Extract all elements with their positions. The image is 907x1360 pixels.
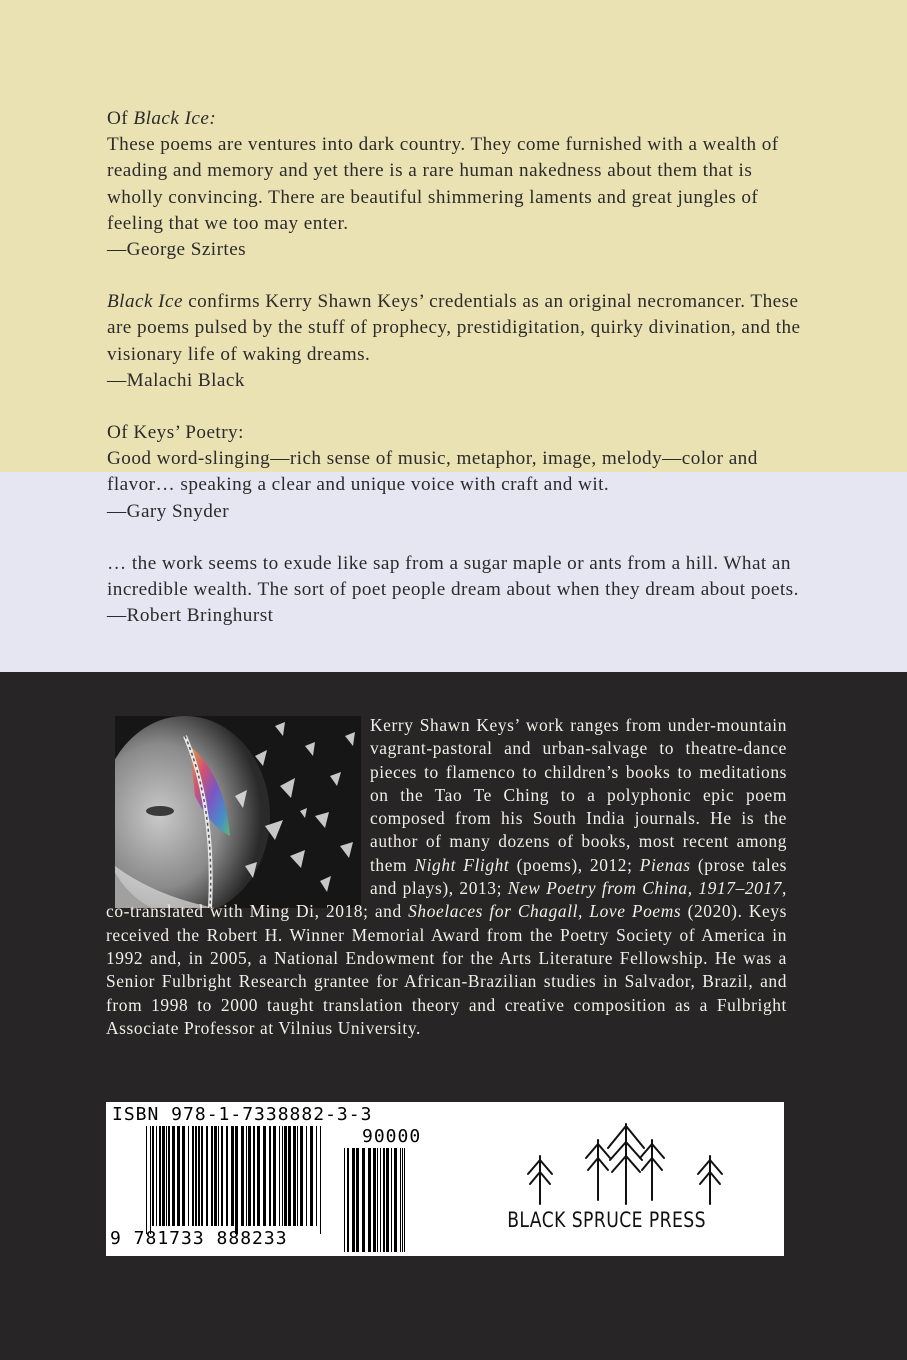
barcode-bar <box>146 1126 147 1234</box>
barcode-bar <box>269 1126 271 1226</box>
blurb-quote: These poems are ventures into dark country. They come furnished with a wealth of reading and memory and yet there is a rare human nakedness about them that is wholly convincing. There are beautiful shimmering laments and great jungles of feeling that we too may enter. <box>107 134 779 234</box>
blurb-intro: Of Black Ice: <box>107 108 217 129</box>
barcode-bar <box>263 1126 266 1226</box>
barcode-bar <box>306 1126 307 1226</box>
barcode-bar <box>221 1126 223 1226</box>
book-title: Shoelaces for Chagall, Love Poems <box>408 901 682 922</box>
barcode-bar <box>172 1126 175 1226</box>
barcode-bar <box>231 1126 234 1226</box>
barcode-bar <box>182 1126 185 1226</box>
book-title: Black Ice <box>107 291 183 313</box>
barcode-bar <box>188 1126 189 1226</box>
barcode-bar <box>248 1126 251 1226</box>
blurb-szirtes <box>107 106 807 263</box>
barcode-bar <box>253 1126 255 1226</box>
barcode-bar <box>400 1148 401 1252</box>
blurb-intro: Of Keys’ Poetry: <box>107 422 244 444</box>
barcode-bar <box>356 1148 359 1252</box>
author-biography: Kerry Shawn Keys’ work ranges from under-mountain vagrant-pastoral and urban-salvage to theatre-dance pieces to flamenco to children’s books to meditations on the Tao Te Ching to a polyphonic epic poem composed from his South India journals. He is the author of many dozens of books, most recent among them Night Flight (poems), 2012; Pienas (prose tales and plays), 2013; New Poetry from China, 1917–2017, co-translated with Ming Di, 2018; and Shoelaces for Chagall, Love Poems (2020). Keys received the Robert H. Winner Memorial Award from the Poetry Society of America in 1992 and, in 2005, a National Endowment for the Arts Literature Fellowship. He was a Senior Fulbright Research grantee for African-Brazilian studies in Salvador, Brazil, and from 1998 to 2000 taught translation theory and creative composition as a Fulbright Associate Professor at Vilnius University. <box>106 715 788 1038</box>
book-title: New Poetry from China, 1917–2017 <box>507 878 783 899</box>
barcode-bar <box>394 1148 397 1252</box>
barcode-bar <box>383 1148 385 1252</box>
barcode-bar <box>150 1126 151 1234</box>
barcode-bar <box>362 1148 365 1252</box>
barcode-addon-bars <box>344 1148 406 1252</box>
barcode-bar <box>344 1148 345 1252</box>
barcode-bar <box>246 1126 247 1226</box>
praise-blurbs <box>107 106 807 655</box>
barcode-bar <box>156 1126 157 1226</box>
blurb-attribution: —George Szirtes <box>107 239 247 261</box>
barcode-bar <box>211 1126 213 1226</box>
barcode-bar <box>162 1126 165 1226</box>
barcode-bar <box>352 1148 355 1252</box>
blurb-snyder <box>107 420 807 525</box>
barcode-bar <box>282 1126 283 1226</box>
ean-number: 9 781733 888233 <box>110 1228 288 1249</box>
barcode-bar <box>201 1126 203 1226</box>
barcode-bar <box>273 1126 276 1226</box>
barcode-bar <box>166 1126 167 1226</box>
blurb-attribution: —Gary Snyder <box>107 500 230 522</box>
barcode-bar <box>377 1148 378 1252</box>
book-title: Black Ice: <box>133 108 217 129</box>
book-title: Pienas <box>639 854 691 875</box>
barcode-bar <box>293 1126 296 1226</box>
photo-wrap-spacer <box>106 714 370 900</box>
barcode-bar <box>347 1148 349 1252</box>
blurb-quote: Good word-slinging—rich sense of music, metaphor, image, melody—color and flavor… speaking a clear and unique voice with craft and wit. <box>107 448 758 496</box>
barcode-bar <box>192 1126 194 1226</box>
blurb-black <box>107 289 807 394</box>
barcode-bar <box>214 1126 217 1226</box>
barcode-bar <box>195 1126 197 1226</box>
barcode-bar <box>288 1126 291 1226</box>
barcode-bar <box>235 1126 238 1234</box>
barcode-bar <box>279 1126 280 1226</box>
blurb-attribution: —Malachi Black <box>107 369 245 391</box>
barcode-bar <box>316 1126 317 1226</box>
book-title: Night Flight <box>414 854 510 875</box>
blurb-quote: … the work seems to exude like sap from a sugar maple or ants from a hill. What an incredible wealth. The sort of poet people dream about when they dream about poets. <box>107 552 799 601</box>
barcode-panel <box>106 1102 784 1256</box>
barcode-bar <box>241 1126 244 1226</box>
barcode-bar <box>320 1126 321 1234</box>
barcode-bar <box>168 1126 170 1226</box>
barcode-bar <box>177 1126 180 1226</box>
blurb-attribution: —Robert Bringhurst <box>107 605 274 627</box>
barcode-bar <box>218 1126 219 1226</box>
barcode-bar <box>386 1148 389 1252</box>
barcode-bar <box>310 1126 313 1226</box>
price-code: 90000 <box>362 1126 422 1147</box>
barcode-bar <box>373 1148 376 1252</box>
spruce-trees-logo <box>496 1118 756 1208</box>
barcode-bar <box>402 1148 403 1252</box>
barcode-bar <box>297 1126 298 1226</box>
barcode-bar <box>404 1148 405 1252</box>
barcode-bar <box>380 1148 381 1252</box>
publisher-name: BLACK SPRUCE PRESS <box>507 1208 706 1232</box>
barcode-bar <box>152 1126 154 1226</box>
barcode-bars <box>146 1126 324 1234</box>
barcode-bar <box>198 1126 200 1226</box>
barcode-bar <box>226 1126 228 1226</box>
barcode-bar <box>368 1148 371 1252</box>
blurb-quote: Black Ice confirms Kerry Shawn Keys’ credentials as an original necromancer. These are poems pulsed by the stuff of prophecy, prestidigitation, quirky divination, and the visionary life of waking dreams. <box>107 291 801 365</box>
barcode-bar <box>300 1126 303 1226</box>
barcode-bar <box>159 1126 161 1226</box>
barcode-bar <box>391 1148 392 1252</box>
barcode-bar <box>206 1126 208 1226</box>
barcode-bar <box>284 1126 287 1226</box>
isbn-label: ISBN 978-1-7338882-3-3 <box>112 1104 373 1125</box>
blurb-bringhurst <box>107 551 807 630</box>
barcode-bar <box>257 1126 260 1226</box>
